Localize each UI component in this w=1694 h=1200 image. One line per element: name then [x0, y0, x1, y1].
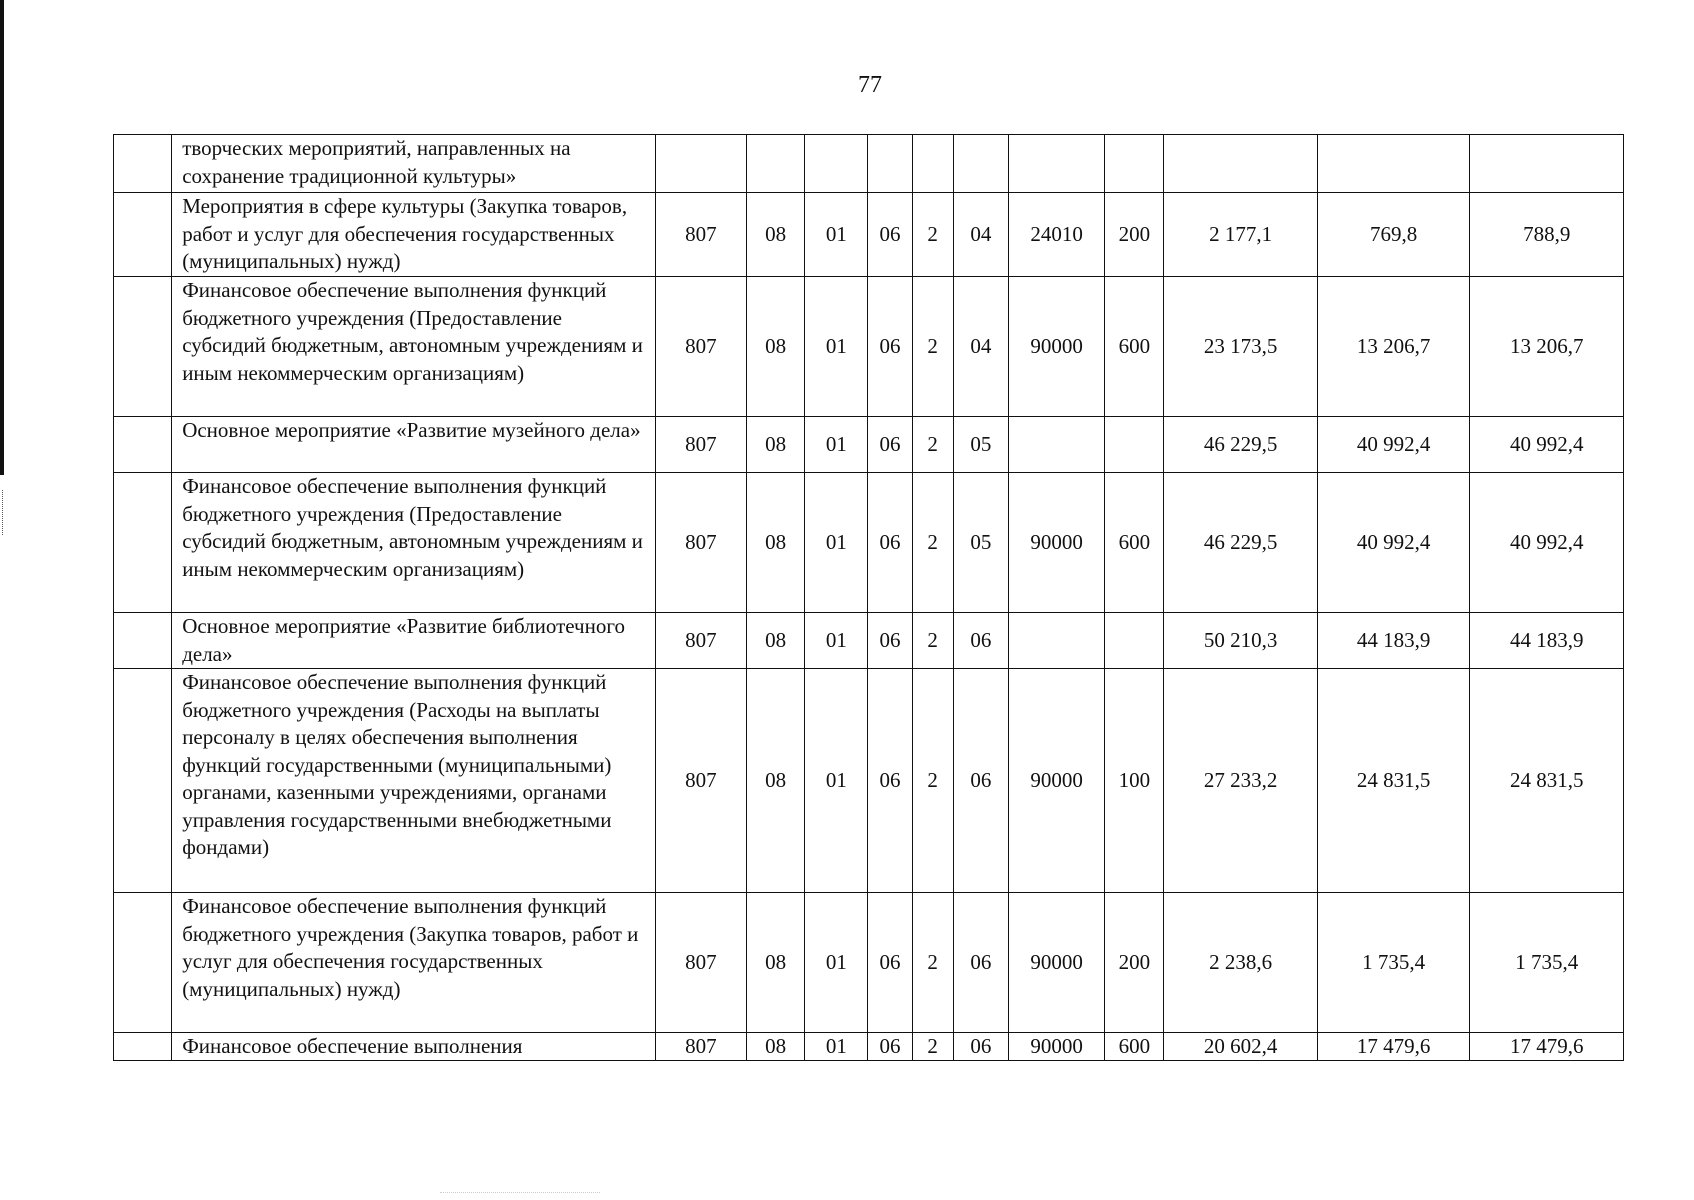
- ministry-code-cell: 807: [655, 417, 746, 473]
- direction-code-cell: 90000: [1008, 669, 1104, 893]
- amount-year2-cell: 40 992,4: [1317, 473, 1470, 613]
- section-code-cell: 08: [747, 417, 805, 473]
- subsection-code-cell: 01: [805, 193, 868, 277]
- direction-code-cell: 90000: [1008, 473, 1104, 613]
- subsection-code-cell: 01: [805, 473, 868, 613]
- ministry-code-cell: 807: [655, 277, 746, 417]
- amount-year1-cell: 23 173,5: [1164, 277, 1318, 417]
- subprogram-code-cell: 2: [912, 893, 953, 1033]
- amount-year2-cell: 17 479,6: [1317, 1033, 1470, 1061]
- expense-type-cell: 200: [1105, 893, 1164, 1033]
- table-row: [114, 193, 1624, 277]
- subprogram-code-cell: 2: [912, 277, 953, 417]
- ministry-code-cell: 807: [655, 669, 746, 893]
- amount-year3-cell: [1470, 135, 1624, 193]
- scan-footer-mark: [440, 1192, 600, 1193]
- row-number-cell: [114, 669, 172, 893]
- ministry-code-cell: 807: [655, 893, 746, 1033]
- program-code-cell: 06: [868, 277, 912, 417]
- subsection-code-cell: 01: [805, 277, 868, 417]
- subprogram-code-cell: 2: [912, 613, 953, 669]
- ministry-code-cell: [655, 135, 746, 193]
- row-number-cell: [114, 893, 172, 1033]
- event-code-cell: 06: [953, 1033, 1008, 1061]
- row-number-cell: [114, 193, 172, 277]
- amount-year2-cell: 24 831,5: [1317, 669, 1470, 893]
- description-cell: Финансовое обеспечение выполнения функций бюджетного учреждения (Предоставление субсидий бюджетным, автономным учреждениям и иным некоммерческим организациям): [172, 473, 656, 613]
- section-code-cell: 08: [747, 669, 805, 893]
- page-number: 77: [858, 72, 882, 98]
- expense-type-cell: 600: [1105, 1033, 1164, 1061]
- amount-year2-cell: [1317, 135, 1470, 193]
- direction-code-cell: 24010: [1008, 193, 1104, 277]
- description-cell: творческих мероприятий, направленных на сохранение традиционной культуры»: [172, 135, 656, 193]
- description-cell: Финансовое обеспечение выполнения функций бюджетного учреждения (Предоставление субсидий бюджетным, автономным учреждениям и иным некоммерческим организациям): [172, 277, 656, 417]
- section-code-cell: 08: [747, 277, 805, 417]
- amount-year3-cell: 44 183,9: [1470, 613, 1624, 669]
- section-code-cell: 08: [747, 613, 805, 669]
- event-code-cell: 06: [953, 613, 1008, 669]
- subprogram-code-cell: 2: [912, 669, 953, 893]
- program-code-cell: 06: [868, 669, 912, 893]
- section-code-cell: 08: [747, 1033, 805, 1061]
- amount-year3-cell: 13 206,7: [1470, 277, 1624, 417]
- expense-type-cell: 600: [1105, 473, 1164, 613]
- description-cell: Финансовое обеспечение выполнения функций бюджетного учреждения (Расходы на выплаты персоналу в целях обеспечения выполнения функций государственными (муниципальными) органами, казенными учреждениями, органами управления государственными внебюджетными фондами): [172, 669, 656, 893]
- amount-year1-cell: 20 602,4: [1164, 1033, 1318, 1061]
- table-row: [114, 417, 1624, 473]
- direction-code-cell: [1008, 613, 1104, 669]
- amount-year3-cell: 40 992,4: [1470, 417, 1624, 473]
- program-code-cell: 06: [868, 417, 912, 473]
- subsection-code-cell: 01: [805, 1033, 868, 1061]
- row-number-cell: [114, 135, 172, 193]
- event-code-cell: 05: [953, 473, 1008, 613]
- program-code-cell: [868, 135, 912, 193]
- subsection-code-cell: 01: [805, 613, 868, 669]
- section-code-cell: 08: [747, 893, 805, 1033]
- amount-year2-cell: 44 183,9: [1317, 613, 1470, 669]
- direction-code-cell: 90000: [1008, 893, 1104, 1033]
- subprogram-code-cell: 2: [912, 193, 953, 277]
- amount-year2-cell: 1 735,4: [1317, 893, 1470, 1033]
- program-code-cell: 06: [868, 193, 912, 277]
- amount-year1-cell: 2 177,1: [1164, 193, 1318, 277]
- direction-code-cell: 90000: [1008, 1033, 1104, 1061]
- amount-year1-cell: 50 210,3: [1164, 613, 1318, 669]
- event-code-cell: 06: [953, 893, 1008, 1033]
- amount-year3-cell: 24 831,5: [1470, 669, 1624, 893]
- amount-year1-cell: 2 238,6: [1164, 893, 1318, 1033]
- expense-type-cell: 600: [1105, 277, 1164, 417]
- direction-code-cell: [1008, 417, 1104, 473]
- program-code-cell: 06: [868, 1033, 912, 1061]
- amount-year2-cell: 769,8: [1317, 193, 1470, 277]
- event-code-cell: 06: [953, 669, 1008, 893]
- amount-year1-cell: 27 233,2: [1164, 669, 1318, 893]
- amount-year3-cell: 40 992,4: [1470, 473, 1624, 613]
- subprogram-code-cell: 2: [912, 417, 953, 473]
- ministry-code-cell: 807: [655, 1033, 746, 1061]
- direction-code-cell: 90000: [1008, 277, 1104, 417]
- expense-type-cell: 200: [1105, 193, 1164, 277]
- subprogram-code-cell: 2: [912, 473, 953, 613]
- expense-type-cell: [1105, 135, 1164, 193]
- table-row: [114, 277, 1624, 417]
- budget-table-body: [114, 135, 1624, 1061]
- description-cell: Основное мероприятие «Развитие музейного дела»: [172, 417, 656, 473]
- program-code-cell: 06: [868, 613, 912, 669]
- amount-year2-cell: 13 206,7: [1317, 277, 1470, 417]
- table-row: [114, 473, 1624, 613]
- expense-type-cell: [1105, 613, 1164, 669]
- program-code-cell: 06: [868, 893, 912, 1033]
- description-cell: Финансовое обеспечение выполнения: [172, 1033, 656, 1061]
- row-number-cell: [114, 613, 172, 669]
- direction-code-cell: [1008, 135, 1104, 193]
- table-row: [114, 669, 1624, 893]
- row-number-cell: [114, 417, 172, 473]
- expense-type-cell: [1105, 417, 1164, 473]
- event-code-cell: [953, 135, 1008, 193]
- subsection-code-cell: 01: [805, 893, 868, 1033]
- description-cell: Мероприятия в сфере культуры (Закупка товаров, работ и услуг для обеспечения государственных (муниципальных) нужд): [172, 193, 656, 277]
- row-number-cell: [114, 277, 172, 417]
- ministry-code-cell: 807: [655, 193, 746, 277]
- amount-year2-cell: 40 992,4: [1317, 417, 1470, 473]
- event-code-cell: 05: [953, 417, 1008, 473]
- row-number-cell: [114, 1033, 172, 1061]
- subsection-code-cell: [805, 135, 868, 193]
- ministry-code-cell: 807: [655, 473, 746, 613]
- subsection-code-cell: 01: [805, 669, 868, 893]
- table-row: [114, 135, 1624, 193]
- amount-year1-cell: 46 229,5: [1164, 417, 1318, 473]
- amount-year3-cell: 1 735,4: [1470, 893, 1624, 1033]
- subprogram-code-cell: [912, 135, 953, 193]
- subsection-code-cell: 01: [805, 417, 868, 473]
- row-number-cell: [114, 473, 172, 613]
- section-code-cell: 08: [747, 193, 805, 277]
- table-row: [114, 1033, 1624, 1061]
- table-row: [114, 893, 1624, 1033]
- scan-dotted-mark: [2, 490, 4, 535]
- subprogram-code-cell: 2: [912, 1033, 953, 1061]
- amount-year3-cell: 788,9: [1470, 193, 1624, 277]
- event-code-cell: 04: [953, 277, 1008, 417]
- event-code-cell: 04: [953, 193, 1008, 277]
- expense-type-cell: 100: [1105, 669, 1164, 893]
- section-code-cell: 08: [747, 473, 805, 613]
- amount-year3-cell: 17 479,6: [1470, 1033, 1624, 1061]
- amount-year1-cell: 46 229,5: [1164, 473, 1318, 613]
- section-code-cell: [747, 135, 805, 193]
- table-row: [114, 613, 1624, 669]
- ministry-code-cell: 807: [655, 613, 746, 669]
- program-code-cell: 06: [868, 473, 912, 613]
- budget-table: [113, 134, 1624, 1061]
- amount-year1-cell: [1164, 135, 1318, 193]
- description-cell: Финансовое обеспечение выполнения функций бюджетного учреждения (Закупка товаров, работ и услуг для обеспечения государственных (муниципальных) нужд): [172, 893, 656, 1033]
- description-cell: Основное мероприятие «Развитие библиотечного дела»: [172, 613, 656, 669]
